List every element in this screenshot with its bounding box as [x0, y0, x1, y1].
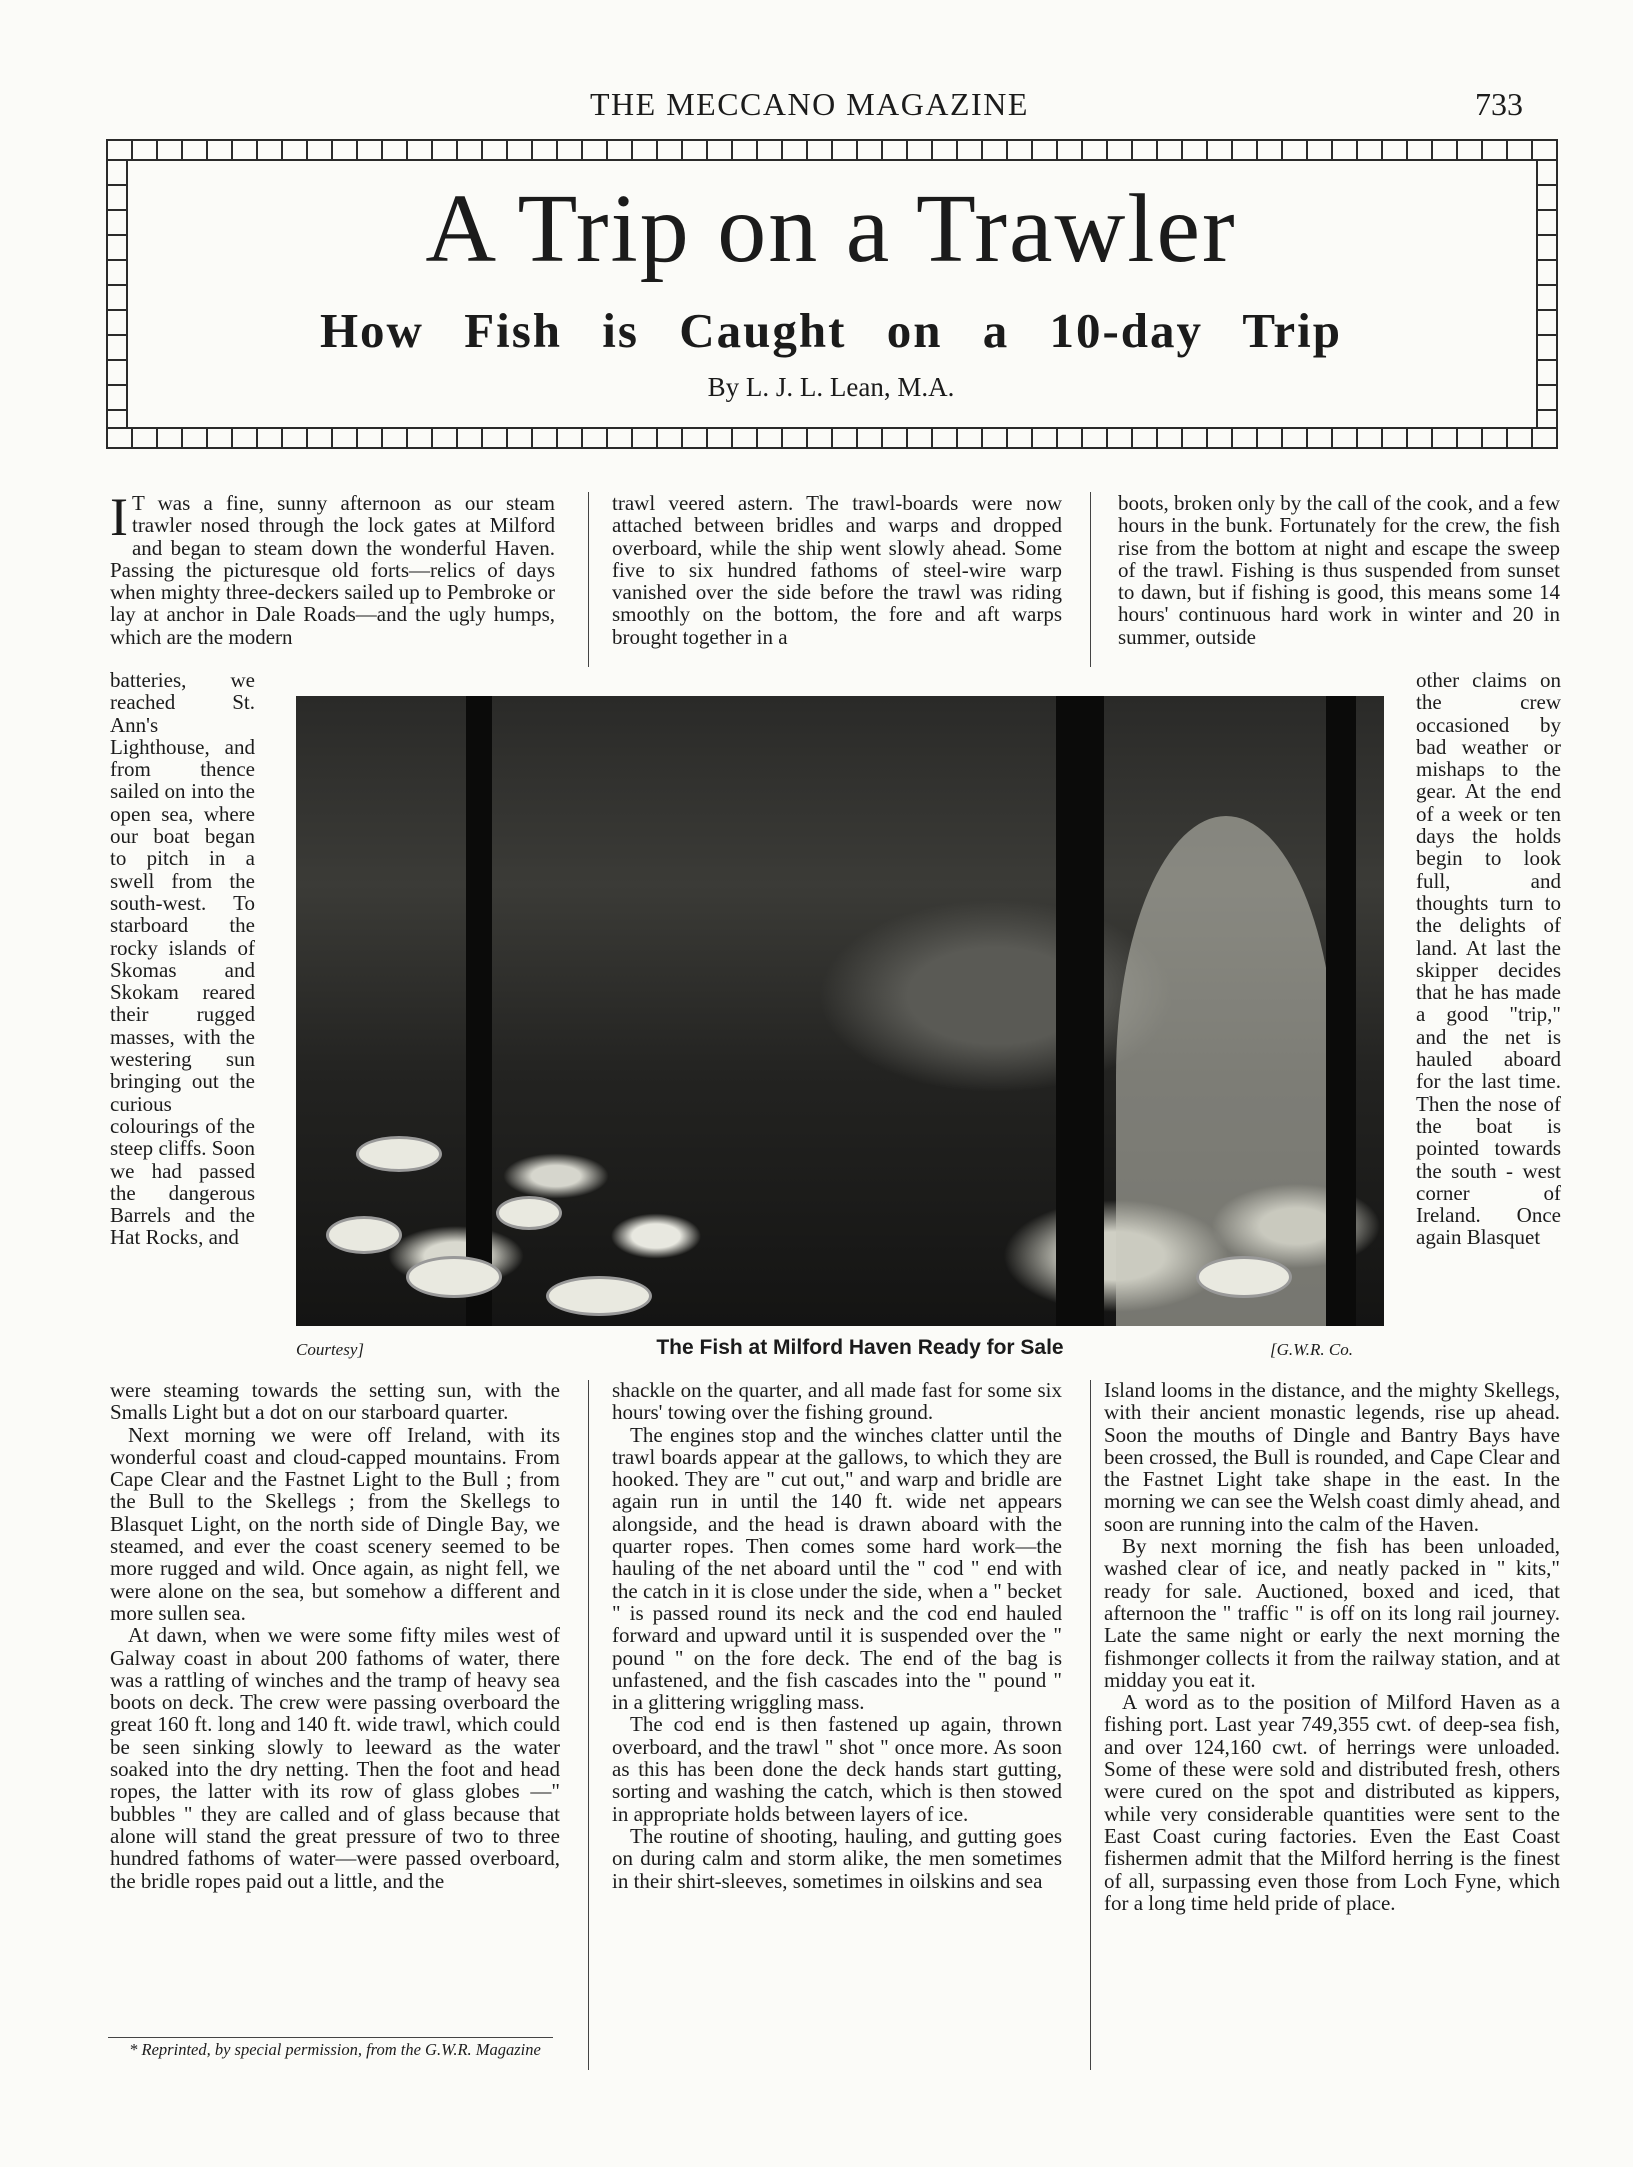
paragraph: boots, broken only by the call of the cook, and a few hours in the bunk. Fortunately for the crew, the fish rise from the bottom at night and escape the sweep of the trawl. Fishing is thus suspended from sunset to dawn, but if fishing is good, this means some 14 hours' continuous hard work in winter and 20 in summer, outside [1118, 491, 1560, 649]
column-1-top [110, 487, 555, 649]
running-head [0, 80, 1633, 140]
photo-fish [546, 1276, 652, 1316]
paragraph: At dawn, when we were some fifty miles west of Galway coast in about 200 fathoms of water, there was a rattling of winches and the tramp of heavy sea boots on deck. The crew were passing overboard the great 160 ft. long and 140 ft. wide trawl, which could be seen sinking slowly to leeward as the water soaked into the dry netting. Then the foot and head ropes, the latter with its row of glass globes —" bubbles " they are called and of glass because that alone will stand the great pressure of two to three hundred fathoms of water—were passed overboard, the bridle ropes paid out a little, and the [110, 1623, 560, 1893]
paragraph: By next morning the fish has been unloaded, washed clear of ice, and neatly packed in " kits," ready for sale. Auctioned, boxed and iced, that afternoon the " traffic " is off on its long rail journey. Late the same night or early the next morning the fishmonger collects it from the railway station, and at midday you eat it. [1104, 1534, 1560, 1692]
photo-credit-left: Courtesy] [296, 1340, 364, 1359]
drop-cap: I [110, 487, 128, 547]
frame-border-bottom [106, 427, 1558, 449]
column-3-bottom [1104, 1379, 1560, 1914]
article-subtitle: How Fish is Caught on a 10-day Trip [319, 303, 1343, 358]
paragraph: batteries, we reached St. Ann's Lighthouse, and from thence sailed on into the open sea, where our boat began to pitch in a swell from the south-west. To starboard the rocky islands of Skomas and Skokam reared their rugged masses, with the westering sun bringing out the curious colourings of the steep cliffs. Soon we had passed the dangerous Barrels and the Hat Rocks, and [110, 668, 255, 1250]
photo-fish [496, 1196, 562, 1230]
paragraph: trawl veered astern. The trawl-boards were now attached between bridles and warps and dropped overboard, while the ship went slowly ahead. Some five to six hundred fathoms of steel-wire warp vanished over the side before the trawl was riding smoothly on the bottom, the fore and aft warps brought together in a [612, 491, 1062, 649]
photo-credit-right: [G.W.R. Co. [1270, 1340, 1353, 1359]
column-3-top [1118, 492, 1560, 648]
paragraph: T was a fine, sunny afternoon as our steam trawler nosed through the lock gates at Milford and began to steam down the wonderful Haven. Passing the picturesque old forts—relics of days when mighty three-deckers sailed up to Pembroke or lay at anchor in Dale Roads—and the ugly humps, which are the modern [110, 491, 555, 649]
photo-fish [1196, 1256, 1292, 1298]
paragraph: A word as to the position of Milford Haven as a fishing port. Last year 749,355 cwt. of deep-sea fish, and over 124,160 cwt. of herrings were unloaded. Some of these were sold and distributed fresh, others were cured on the spot and distributed as kippers, while very considerable quantities were sent to the East Coast curing factories. Even the East Coast fishermen admit that the Milford herring is the finest of all, surpassing even those from Loch Fyne, which for a long time held pride of place. [1104, 1690, 1560, 1915]
footnote: * Reprinted, by special permission, from the G.W.R. Magazine [129, 2040, 541, 2059]
photo-fish [406, 1256, 502, 1298]
paragraph: other claims on the crew occasioned by bad weather or mishaps to the gear. At the end of a week or ten days the holds begin to look full, and thoughts turn to the delights of land. At last the skipper decides that he has made a good "trip," and the net is hauled aboard for the last time. Then the nose of the boat is pointed towards the south - west corner of Ireland. Once again Blasquet [1416, 668, 1561, 1250]
article-title: A Trip on a Trawler [425, 175, 1237, 283]
paragraph: Next morning we were off Ireland, with its wonderful coast and cloud-capped mountains. From Cape Clear and the Fastnet Light to the Bull ; from the Bull to the Skellegs ; from the Skellegs to Blasquet Light, on the north side of Dingle Bay, we steamed, and ever the coast scenery seemed to be more rugged and wild. Once again, as night fell, we were alone on the sea, but somehow a different and more sullen sea. [110, 1422, 560, 1625]
frame-border-top [106, 139, 1558, 161]
paragraph: The routine of shooting, hauling, and gutting goes on during calm and storm alike, the men sometimes in their shirt-sleeves, sometimes in oilskins and sea [612, 1823, 1062, 1893]
column-2-bottom [612, 1379, 1062, 1892]
column-rule [588, 1380, 589, 2070]
magazine-name: THE MECCANO MAGAZINE [590, 86, 1029, 122]
paragraph: were steaming towards the setting sun, with the Smalls Light but a dot on our starboard quarter. [110, 1378, 560, 1425]
photo-pillar [466, 696, 492, 1326]
paragraph: Island looms in the distance, and the mighty Skellegs, with their ancient monastic legends, rise up ahead. Soon the mouths of Dingle and Bantry Bays have been crossed, the Bull is rounded, and Cape Clear and the Fastnet Light take shape in the east. In the morning we can see the Welsh coast dimly ahead, and soon are running into the calm of the Haven. [1104, 1378, 1560, 1536]
photo-archway [1116, 816, 1336, 1326]
paragraph: The cod end is then fastened up again, thrown overboard, and the trawl " shot " once more. As soon as this has been done the deck hands start gutting, sorting and washing the catch, which is then stowed in appropriate holds between layers of ice. [612, 1712, 1062, 1826]
column-rule [1090, 1380, 1091, 2070]
column-1-bottom [110, 1379, 560, 1892]
photo-fish [356, 1136, 442, 1172]
photo-fish [326, 1216, 402, 1254]
photo-pillar [1056, 696, 1104, 1326]
page-number: 733 [1475, 86, 1523, 122]
column-rule [1090, 492, 1091, 667]
column-rule [588, 492, 589, 667]
photo-caption: The Fish at Milford Haven Ready for Sale [656, 1336, 1064, 1359]
byline: By L. J. L. Lean, M.A. [707, 372, 955, 402]
paragraph: shackle on the quarter, and all made fast for some six hours' towing over the fishing ground. [612, 1378, 1062, 1425]
column-1-wrap-text [110, 669, 255, 1249]
column-2-top [612, 492, 1062, 648]
footnote-rule [108, 2037, 553, 2038]
column-3-wrap-text [1416, 669, 1561, 1249]
photo-pillar [1326, 696, 1356, 1326]
fish-market-photo [296, 696, 1384, 1326]
paragraph: The engines stop and the winches clatter until the trawl boards appear at the gallows, to which they are hooked. They are " cut out," and warp and bridle are again run in until the 140 ft. wide net appears alongside, and the head is drawn aboard with the quarter ropes. Then comes some hard work—the hauling of the net aboard until the " cod " end with the catch in it is close under the side, when a " becket " is passed round its neck and the cod end hauled forward and upward until it is suspended over the " pound " on the fore deck. The end of the bag is unfastened, and the fish cascades into the " pound " in a glittering wriggling mass. [612, 1422, 1062, 1715]
